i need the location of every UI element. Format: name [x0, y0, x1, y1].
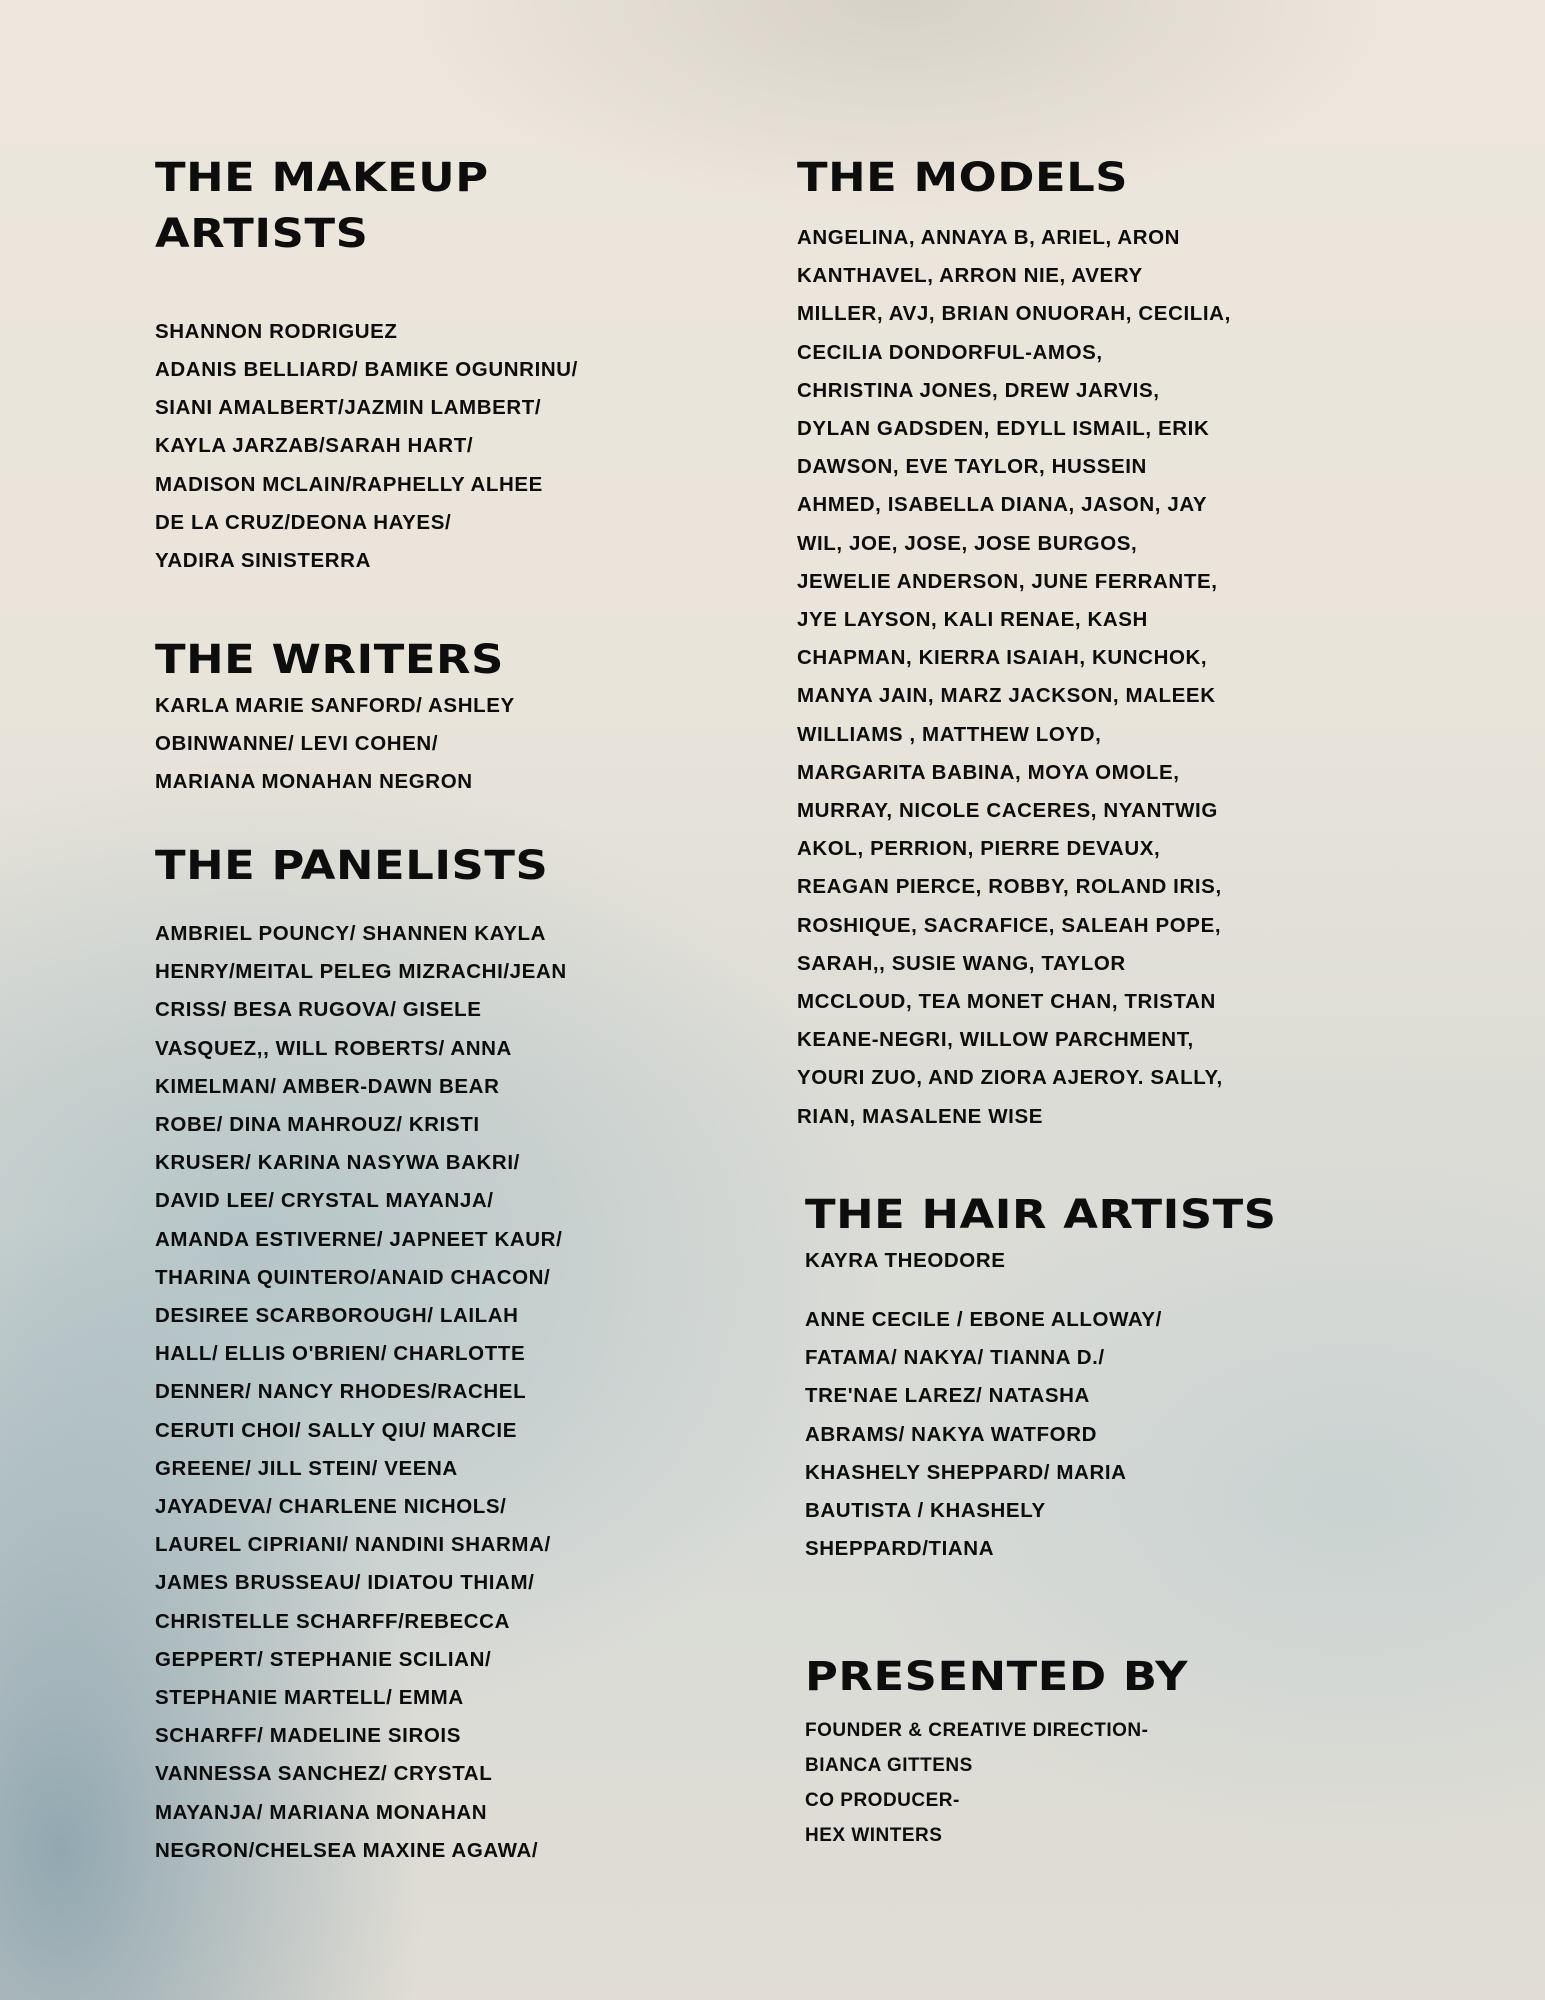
models-section — [797, 150, 1417, 1128]
hair-artists-names: ANNE CECILE / EBONE ALLOWAY/ FATAMA/ NAKYA/ TIANNA D./ TRE'NAE LAREZ/ NATASHA ABRAMS/ NAKYA WATFORD KHASHELY SHEPPARD/ MARIA BAUTISTA / KHASHELY SHEPPARD/TIANA — [805, 1308, 1162, 1561]
hair-artists-lead: KAYRA THEODORE — [805, 1249, 1006, 1272]
makeup-artists-lead: SHANNON RODRIGUEZ — [155, 320, 398, 343]
panelists-section — [155, 838, 775, 1862]
makeup-artists-names: ADANIS BELLIARD/ BAMIKE OGUNRINU/ SIANI AMALBERT/JAZMIN LAMBERT/ KAYLA JARZAB/SARAH HART/ MADISON MCLAIN/RAPHELLY ALHEE DE LA CRUZ/DEONA HAYES/ YADIRA SINISTERRA — [155, 358, 578, 573]
models-names: ANGELINA, ANNAYA B, ARIEL, ARON KANTHAVEL, ARRON NIE, AVERY MILLER, AVJ, BRIAN ONUORAH, CECILIA, CECILIA DONDORFUL-AMOS, CHRISTINA JONES, DREW JARVIS, DYLAN GADSDEN, EDYLL ISMAIL, ERIK DAWSON, EVE TAYLOR, HUSSEIN AHMED, ISABELLA DIANA, JASON, JAY WIL, JOE, JOSE, JOSE BURGOS, JEWELIE ANDERSON, JUNE FERRANTE, JYE LAYSON, KALI RENAE, KASH CHAPMAN, KIERRA ISAIAH, KUNCHOK, MANYA JAIN, MARZ JACKSON, MALEEK WILLIAMS , MATTHEW LOYD, MARGARITA BABINA, MOYA OMOLE, MURRAY, NICOLE CACERES, NYANTWIG AKOL, PERRION, PIERRE DEVAUX, REAGAN PIERCE, ROBBY, ROLAND IRIS, ROSHIQUE, SACRAFICE, SALEAH POPE, SARAH,, SUSIE WANG, TAYLOR MCCLOUD, TEA MONET CHAN, TRISTAN KEANE-NEGRI, WILLOW PARCHMENT, YOURI ZUO, AND ZIORA AJEROY. SALLY, RIAN, MASALENE WISE — [797, 226, 1231, 1128]
writers-names: KARLA MARIE SANFORD/ ASHLEY OBINWANNE/ LEVI COHEN/ MARIANA MONAHAN NEGRON — [155, 694, 515, 794]
panelists-heading: THE PANELISTS — [155, 843, 549, 889]
presented-by-credits: FOUNDER & CREATIVE DIRECTION- BIANCA GITTENS CO PRODUCER- HEX WINTERS — [805, 1720, 1149, 1846]
hair-artists-section — [805, 1187, 1425, 1561]
makeup-artists-heading: THE MAKEUP ARTISTS — [155, 155, 489, 257]
makeup-artists-section — [155, 150, 775, 573]
panelists-names: AMBRIEL POUNCY/ SHANNEN KAYLA HENRY/MEITAL PELEG MIZRACHI/JEAN CRISS/ BESA RUGOVA/ GISELE VASQUEZ,, WILL ROBERTS/ ANNA KIMELMAN/ AMBER-DAWN BEAR ROBE/ DINA MAHROUZ/ KRISTI KRUSER/ KARINA NASYWA BAKRI/ DAVID LEE/ CRYSTAL MAYANJA/ AMANDA ESTIVERNE/ JAPNEET KAUR/ THARINA QUINTERO/ANAID CHACON/ DESIREE SCARBOROUGH/ LAILAH HALL/ ELLIS O'BRIEN/ CHARLOTTE DENNER/ NANCY RHODES/RACHEL CERUTI CHOI/ SALLY QIU/ MARCIE GREENE/ JILL STEIN/ VEENA JAYADEVA/ CHARLENE NICHOLS/ LAUREL CIPRIANI/ NANDINI SHARMA/ JAMES BRUSSEAU/ IDIATOU THIAM/ CHRISTELLE SCHARFF/REBECCA GEPPERT/ STEPHANIE SCILIAN/ STEPHANIE MARTELL/ EMMA SCHARFF/ MADELINE SIROIS VANNESSA SANCHEZ/ CRYSTAL MAYANJA/ MARIANA MONAHAN NEGRON/CHELSEA MAXINE AGAWA/ — [155, 922, 567, 1862]
writers-section — [155, 632, 775, 794]
models-heading: THE MODELS — [797, 155, 1129, 201]
presented-by-section — [805, 1649, 1425, 1846]
writers-heading: THE WRITERS — [155, 637, 504, 683]
hair-artists-heading: THE HAIR ARTISTS — [805, 1192, 1277, 1238]
presented-by-heading: PRESENTED BY — [805, 1654, 1189, 1700]
